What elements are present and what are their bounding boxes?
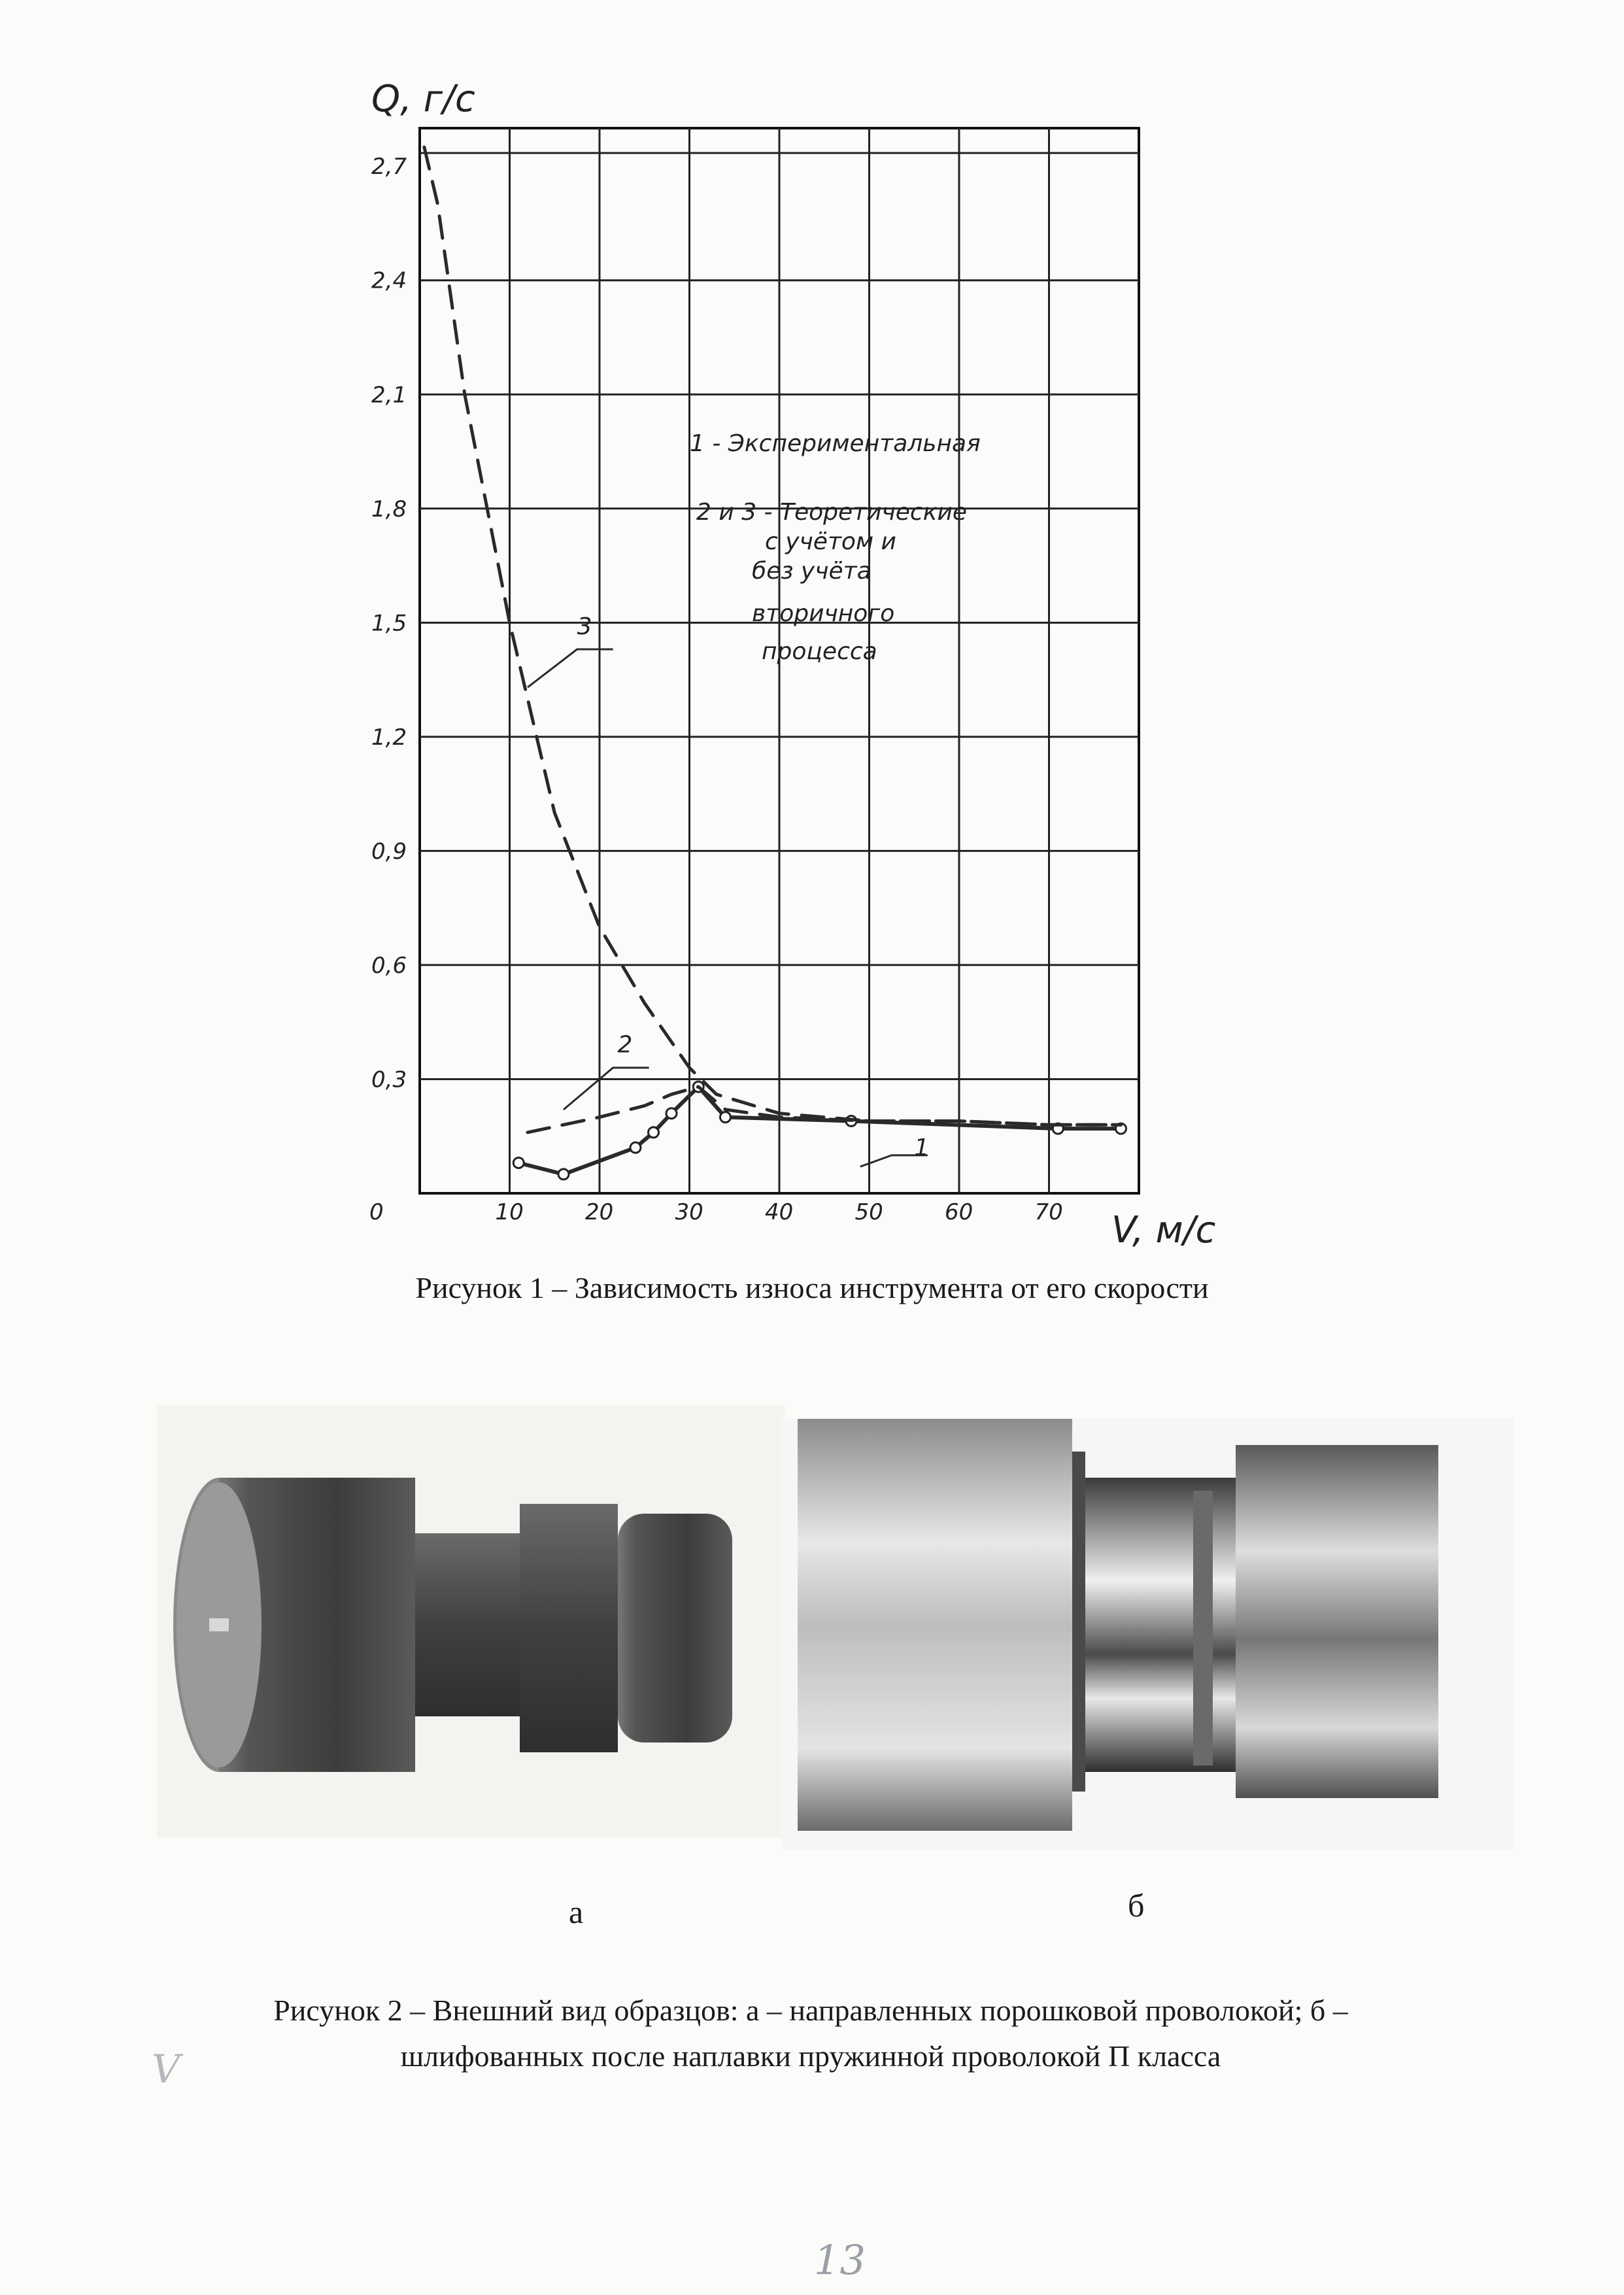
figure-1-caption: Рисунок 1 – Зависимость износа инструмента от его скорости <box>415 1271 1209 1304</box>
margin-handwritten-mark: V <box>152 2047 180 2092</box>
y-tick-label: 0,9 <box>371 838 407 865</box>
series-1-point <box>720 1112 731 1123</box>
chart-legend <box>690 430 981 665</box>
y-tick-label: 2,1 <box>371 382 407 409</box>
page-number: 13 <box>814 2236 866 2284</box>
sample-b-image <box>781 1419 1514 1850</box>
x-axis-title: V, м/с <box>1111 1209 1216 1251</box>
figure-2b-label: б <box>1128 1887 1145 1924</box>
y-tick-label: 1,2 <box>371 724 407 751</box>
y-tick-label: 1,5 <box>371 610 407 637</box>
curve-leader-line <box>564 1068 649 1110</box>
x-tick-label: 30 <box>675 1199 703 1225</box>
curve-label: 1 <box>914 1134 930 1161</box>
y-tick-label: 2,7 <box>371 154 407 180</box>
y-tick-label: 2,4 <box>371 267 407 294</box>
series-1-point <box>513 1157 524 1168</box>
curve-label: 2 <box>617 1031 633 1059</box>
y-tick-label: 0,3 <box>371 1066 407 1093</box>
x-tick-label: 60 <box>945 1199 973 1225</box>
x-tick-label: 50 <box>854 1199 883 1225</box>
series-1-point <box>666 1108 677 1119</box>
legend-line-4: без учёта <box>752 558 871 585</box>
y-tick-label: 0,6 <box>371 952 407 979</box>
figure-2a-label: а <box>569 1894 584 1930</box>
legend-line-1: 1 - Экспериментальная <box>690 430 981 457</box>
y-axis-title: Q, г/с <box>371 78 475 120</box>
photo-sample-b <box>781 1419 1514 1850</box>
x-tick-label: 10 <box>495 1199 524 1225</box>
legend-line-3: с учётом и <box>765 528 896 555</box>
photo-sample-a <box>157 1406 785 1837</box>
x-tick-label: 20 <box>585 1199 614 1225</box>
series-1-point <box>558 1169 569 1180</box>
legend-line-5: вторичного <box>752 600 895 627</box>
series-3-line <box>424 147 1121 1125</box>
series-1-point <box>649 1127 659 1138</box>
origin-label: 0 <box>369 1199 384 1225</box>
figure-2-caption: Рисунок 2 – Внешний вид образцов: а – направленных порошковой проволокой; б – шлифованных после наплавки пружинной проволокой П класса <box>273 1994 1348 2073</box>
series-1-point <box>630 1142 641 1153</box>
legend-line-2: 2 и 3 - Теоретические <box>696 499 967 526</box>
y-tick-label: 1,8 <box>371 496 407 522</box>
series-1-line <box>518 1087 1121 1174</box>
curve-label: 3 <box>577 613 592 640</box>
x-tick-label: 70 <box>1034 1199 1063 1225</box>
sample-a-image <box>157 1406 785 1837</box>
x-tick-label: 40 <box>765 1199 794 1225</box>
legend-line-6: процесса <box>762 638 877 665</box>
